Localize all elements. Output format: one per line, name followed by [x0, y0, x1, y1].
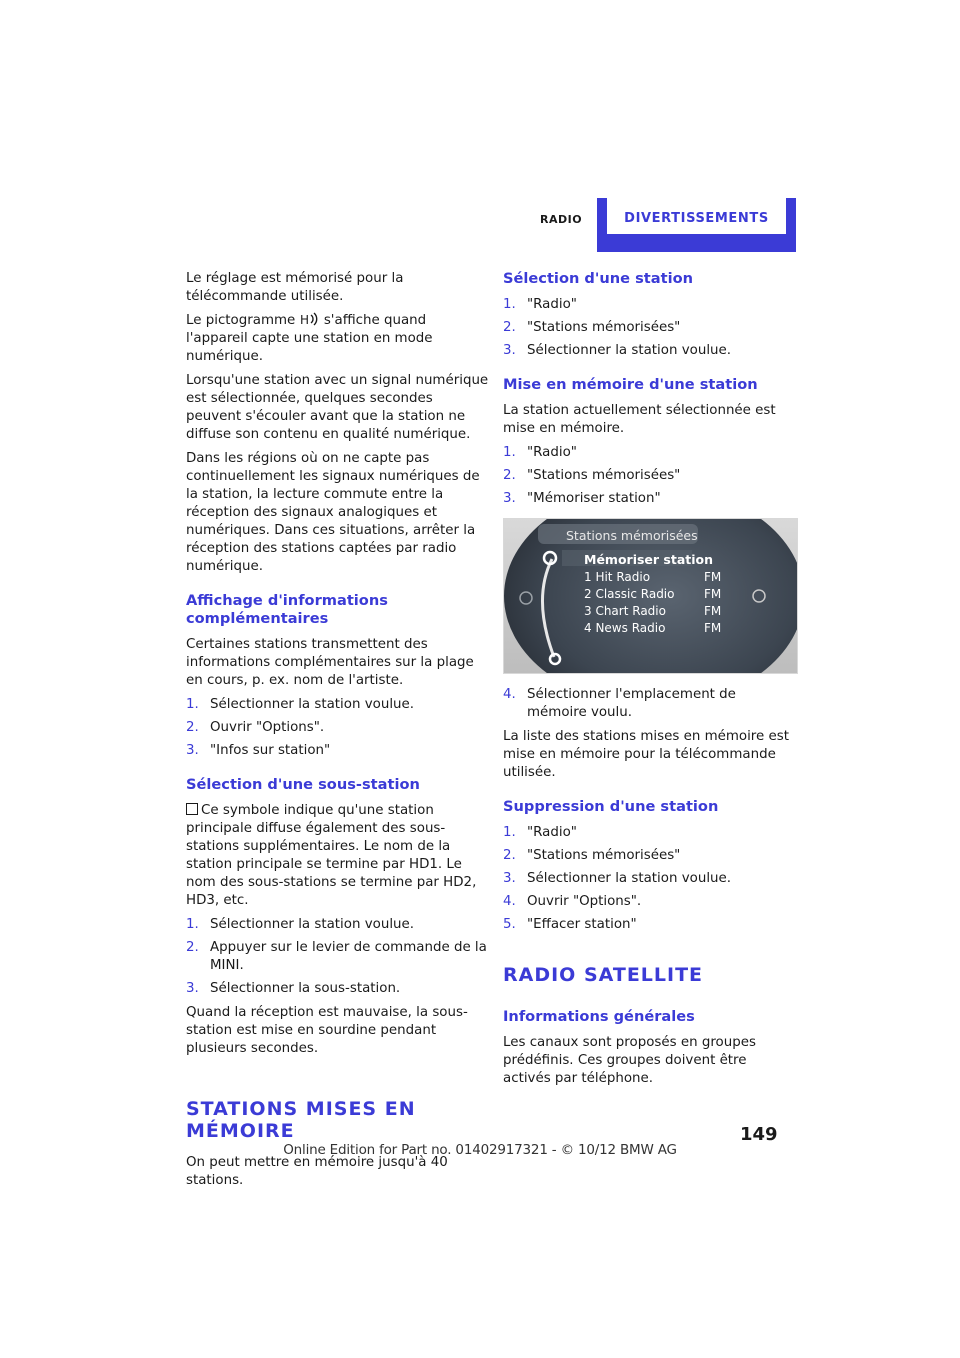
heading-delete-station: Suppression d'une station — [503, 798, 719, 815]
list-item: 1. Sélectionner la station voulue. — [186, 917, 415, 932]
heading-sub-station: Sélection d'une sous-station — [186, 776, 420, 793]
store-steps — [503, 444, 798, 508]
display-list-item: 3 Chart Radio — [584, 604, 666, 618]
list-item: 2. Ouvrir "Options". — [186, 720, 325, 735]
display-title: Stations mémorisées — [566, 528, 698, 543]
list-item: 3. Sélectionner la station voulue. — [503, 343, 732, 358]
list-item: 2. "Stations mémorisées" — [503, 320, 681, 335]
heading-satellite-radio: RADIO SATELLITE — [503, 964, 704, 986]
list-item: 4. Ouvrir "Options". — [503, 894, 642, 909]
display-list-item: 2 Classic Radio — [584, 587, 675, 601]
chapter-title: DIVERTISSEMENTS — [624, 211, 769, 226]
svg-text:H: H — [299, 313, 309, 326]
info-steps — [186, 696, 491, 760]
display-list-band: FM — [704, 621, 722, 635]
store-steps-continued — [503, 686, 798, 722]
left-column — [186, 270, 491, 1196]
paragraph: Dans les régions où on ne capte pas continuellement les signaux numériques de la station, la lecture commute entre la réception des signaux analogiques et numériques. Dans ces situations, arrêter la réception des stations captées par radio numérique. — [186, 451, 480, 574]
paragraph-hd: Le pictogramme H s'affiche quand l'appareil capte une station en mode numérique. — [186, 313, 433, 364]
section-label: RADIO — [540, 213, 583, 226]
paragraph: Les canaux sont proposés en groupes prédéfinis. Ces groupes doivent être activés par téléphone. — [503, 1035, 756, 1086]
select-steps — [503, 296, 798, 360]
delete-steps — [503, 824, 798, 934]
display-list-item: 4 News Radio — [584, 621, 666, 635]
footer-edition: Online Edition for Part no. 01402917321 - © 10/12 BMW AG — [283, 1142, 677, 1158]
list-item: 1. Sélectionner la station voulue. — [186, 697, 415, 712]
list-item: 2. Appuyer sur le levier de commande de la MINI. — [186, 940, 487, 973]
list-item: 3. Sélectionner la station voulue. — [503, 871, 732, 886]
heading-select-station: Sélection d'une station — [503, 270, 694, 287]
display-list-band: FM — [704, 587, 722, 601]
display-list-item: 1 Hit Radio — [584, 570, 651, 584]
paragraph-sub: Ce symbole indique qu'une station principale diffuse également des sous-stations supplémentaires. Le nom de la station principale se termine par HD1. Le nom des sous-stations se termine par HD2, HD3, etc. — [186, 803, 477, 908]
heading-stored-stations: STATIONS MISES EN MÉMOIRE — [186, 1098, 416, 1142]
paragraph: Le réglage est mémorisé pour la télécommande utilisée. — [186, 271, 404, 304]
list-item: 1. "Radio" — [503, 297, 577, 312]
paragraph: On peut mettre en mémoire jusqu'à 40 stations. — [186, 1155, 448, 1188]
paragraph: La liste des stations mises en mémoire est mise en mémoire pour la télécommande utilisée. — [503, 729, 789, 780]
display-list-band: FM — [704, 570, 722, 584]
right-column — [503, 270, 798, 1094]
list-item: 1. "Radio" — [503, 825, 577, 840]
list-item: 1. "Radio" — [503, 445, 577, 460]
list-item: 3. "Infos sur station" — [186, 743, 331, 758]
sub-steps — [186, 916, 491, 998]
list-item: 2. "Stations mémorisées" — [503, 468, 681, 483]
heading-general-info: Informations générales — [503, 1008, 695, 1025]
multicast-icon — [186, 803, 198, 815]
heading-store-station: Mise en mémoire d'une station — [503, 376, 758, 393]
paragraph: Lorsqu'une station avec un signal numérique est sélectionnée, quelques secondes peuvent s'écouler avant que la station ne diffuse son contenu en qualité numérique. — [186, 373, 489, 442]
page-number: 149 — [740, 1124, 778, 1145]
list-item: 3. Sélectionner la sous-station. — [186, 981, 401, 996]
paragraph: Certaines stations transmettent des informations complémentaires sur la plage en cours, p. ex. nom de l'artiste. — [186, 637, 474, 688]
list-item: 4. Sélectionner l'emplacement de mémoire voulu. — [503, 687, 736, 720]
list-item: 2. "Stations mémorisées" — [503, 848, 681, 863]
display-screenshot — [503, 518, 798, 674]
heading-additional-info: Affichage d'informations complémentaires — [186, 592, 388, 627]
display-list-band: FM — [704, 604, 722, 618]
list-item: 5. "Effacer station" — [503, 917, 637, 932]
paragraph: La station actuellement sélectionnée est mise en mémoire. — [503, 403, 776, 436]
display-selected-item: Mémoriser station — [584, 552, 714, 567]
list-item: 3. "Mémoriser station" — [503, 491, 661, 506]
hd-radio-icon — [300, 312, 320, 326]
paragraph: Quand la réception est mauvaise, la sous-station est mise en sourdine pendant plusieurs secondes. — [186, 1005, 468, 1056]
